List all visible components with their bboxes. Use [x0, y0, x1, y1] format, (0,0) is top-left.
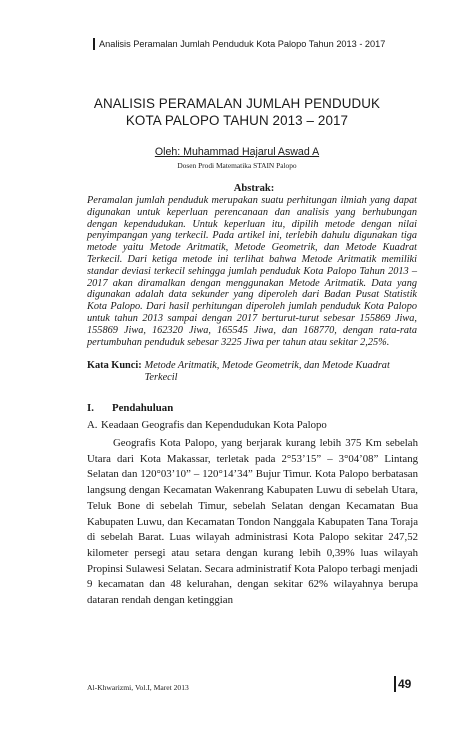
page-number-block	[394, 676, 411, 692]
subsection-title: Keadaan Geografis dan Kependudukan Kota Palopo	[101, 419, 327, 431]
section-number: I.	[87, 402, 94, 414]
footer-journal: Al-Khwarizmi, Vol.I, Maret 2013	[87, 683, 189, 692]
abstract-heading: Abstrak:	[233, 183, 275, 194]
keywords-label: Kata Kunci:	[87, 360, 142, 371]
page-number-bar	[394, 676, 396, 692]
author-line: Oleh: Muhammad Hajarul Aswad A	[154, 146, 320, 158]
keywords-text: Metode Aritmatik, Metode Geometrik, dan Metode Kuadrat Terkecil	[144, 360, 390, 383]
keywords-block	[87, 360, 417, 384]
section-heading	[87, 402, 173, 414]
article-title	[0, 95, 474, 129]
subsection-number: A.	[87, 419, 98, 431]
page-number: 49	[398, 677, 412, 691]
running-head-bar	[93, 38, 95, 50]
running-head	[93, 38, 385, 50]
body-paragraph: Geografis Kota Palopo, yang berjarak kurang lebih 375 Km sebelah Utara dari Kota Makassar, terletak pada 2°53’15” – 3°04’08” Lintang Selatan dan 120°03’10” – 120°14’34” Bujur Timur. Kota Palopo berbatasan langsung dengan Kecamatan Wakenrang Kabupaten Luwu di sebelah Utara, Teluk Bone di sebelah Timur, sebelah Selatan dengan Kecamatan Bua Kabupaten Luwu, dan Kecamatan Tondon Nanggala Kabupaten Tana Toraja di sebelah Barat. Luas wilayah administrasi Kota Palopo sekitar 247,52 kilometer persegi atau setara dengan kurang lebih 0,39% luas wilayah Propinsi Sulawesi Selatan. Secara administratif Kota Palopo terbagi menjadi 9 kecamatan dan 48 kelurahan, dengan sekitar 62% wilayahnya berupa dataran rendah dengan ketinggian	[87, 437, 418, 607]
title-line-1: ANALISIS PERAMALAN JUMLAH PENDUDUK	[93, 96, 381, 111]
section-title: Pendahuluan	[112, 402, 174, 414]
abstract-text: Peramalan jumlah penduduk merupakan suatu perhitungan ilmiah yang dapat digunakan untuk keperluan perencanaan dan analisis yang berhubungan dengan kependudukan. Untuk keperluan itu, dipilih metode dengan nilai penyimpangan yang terkecil. Pada artikel ini, terlebih dahulu digunakan tiga metode yaitu Metode Aritmatik, Metode Geometrik, dan Metode Kuadrat Terkecil. Dari ketiga metode ini terlihat bahwa Metode Aritmatik memiliki standar deviasi terkecil sehingga jumlah penduduk Kota Palopo Tahun 2013 – 2017 akan diramalkan dengan menggunakan Metode Aritmatik. Data yang digunakan adalah data sekunder yang diperoleh dari Badan Pusat Statistik Kota Palopo. Dari hasil perhitungan diperoleh jumlah penduduk Kota Palopo untuk tahun 2013 sampai dengan 2017 berturut-turut sebesar 155869 Jiwa, 155869 Jiwa, 162320 Jiwa, 165545 Jiwa, dan 168770, dengan rata-rata pertumbuhan penduduk sebesar 3225 Jiwa per tahun atau sekitar 2,25%.	[87, 195, 417, 348]
subsection-heading	[87, 419, 327, 431]
running-head-text: Analisis Peramalan Jumlah Penduduk Kota Palopo Tahun 2013 - 2017	[99, 39, 386, 49]
author-affiliation: Dosen Prodi Matematika STAIN Palopo	[177, 161, 297, 170]
title-line-2: KOTA PALOPO TAHUN 2013 – 2017	[125, 113, 349, 128]
